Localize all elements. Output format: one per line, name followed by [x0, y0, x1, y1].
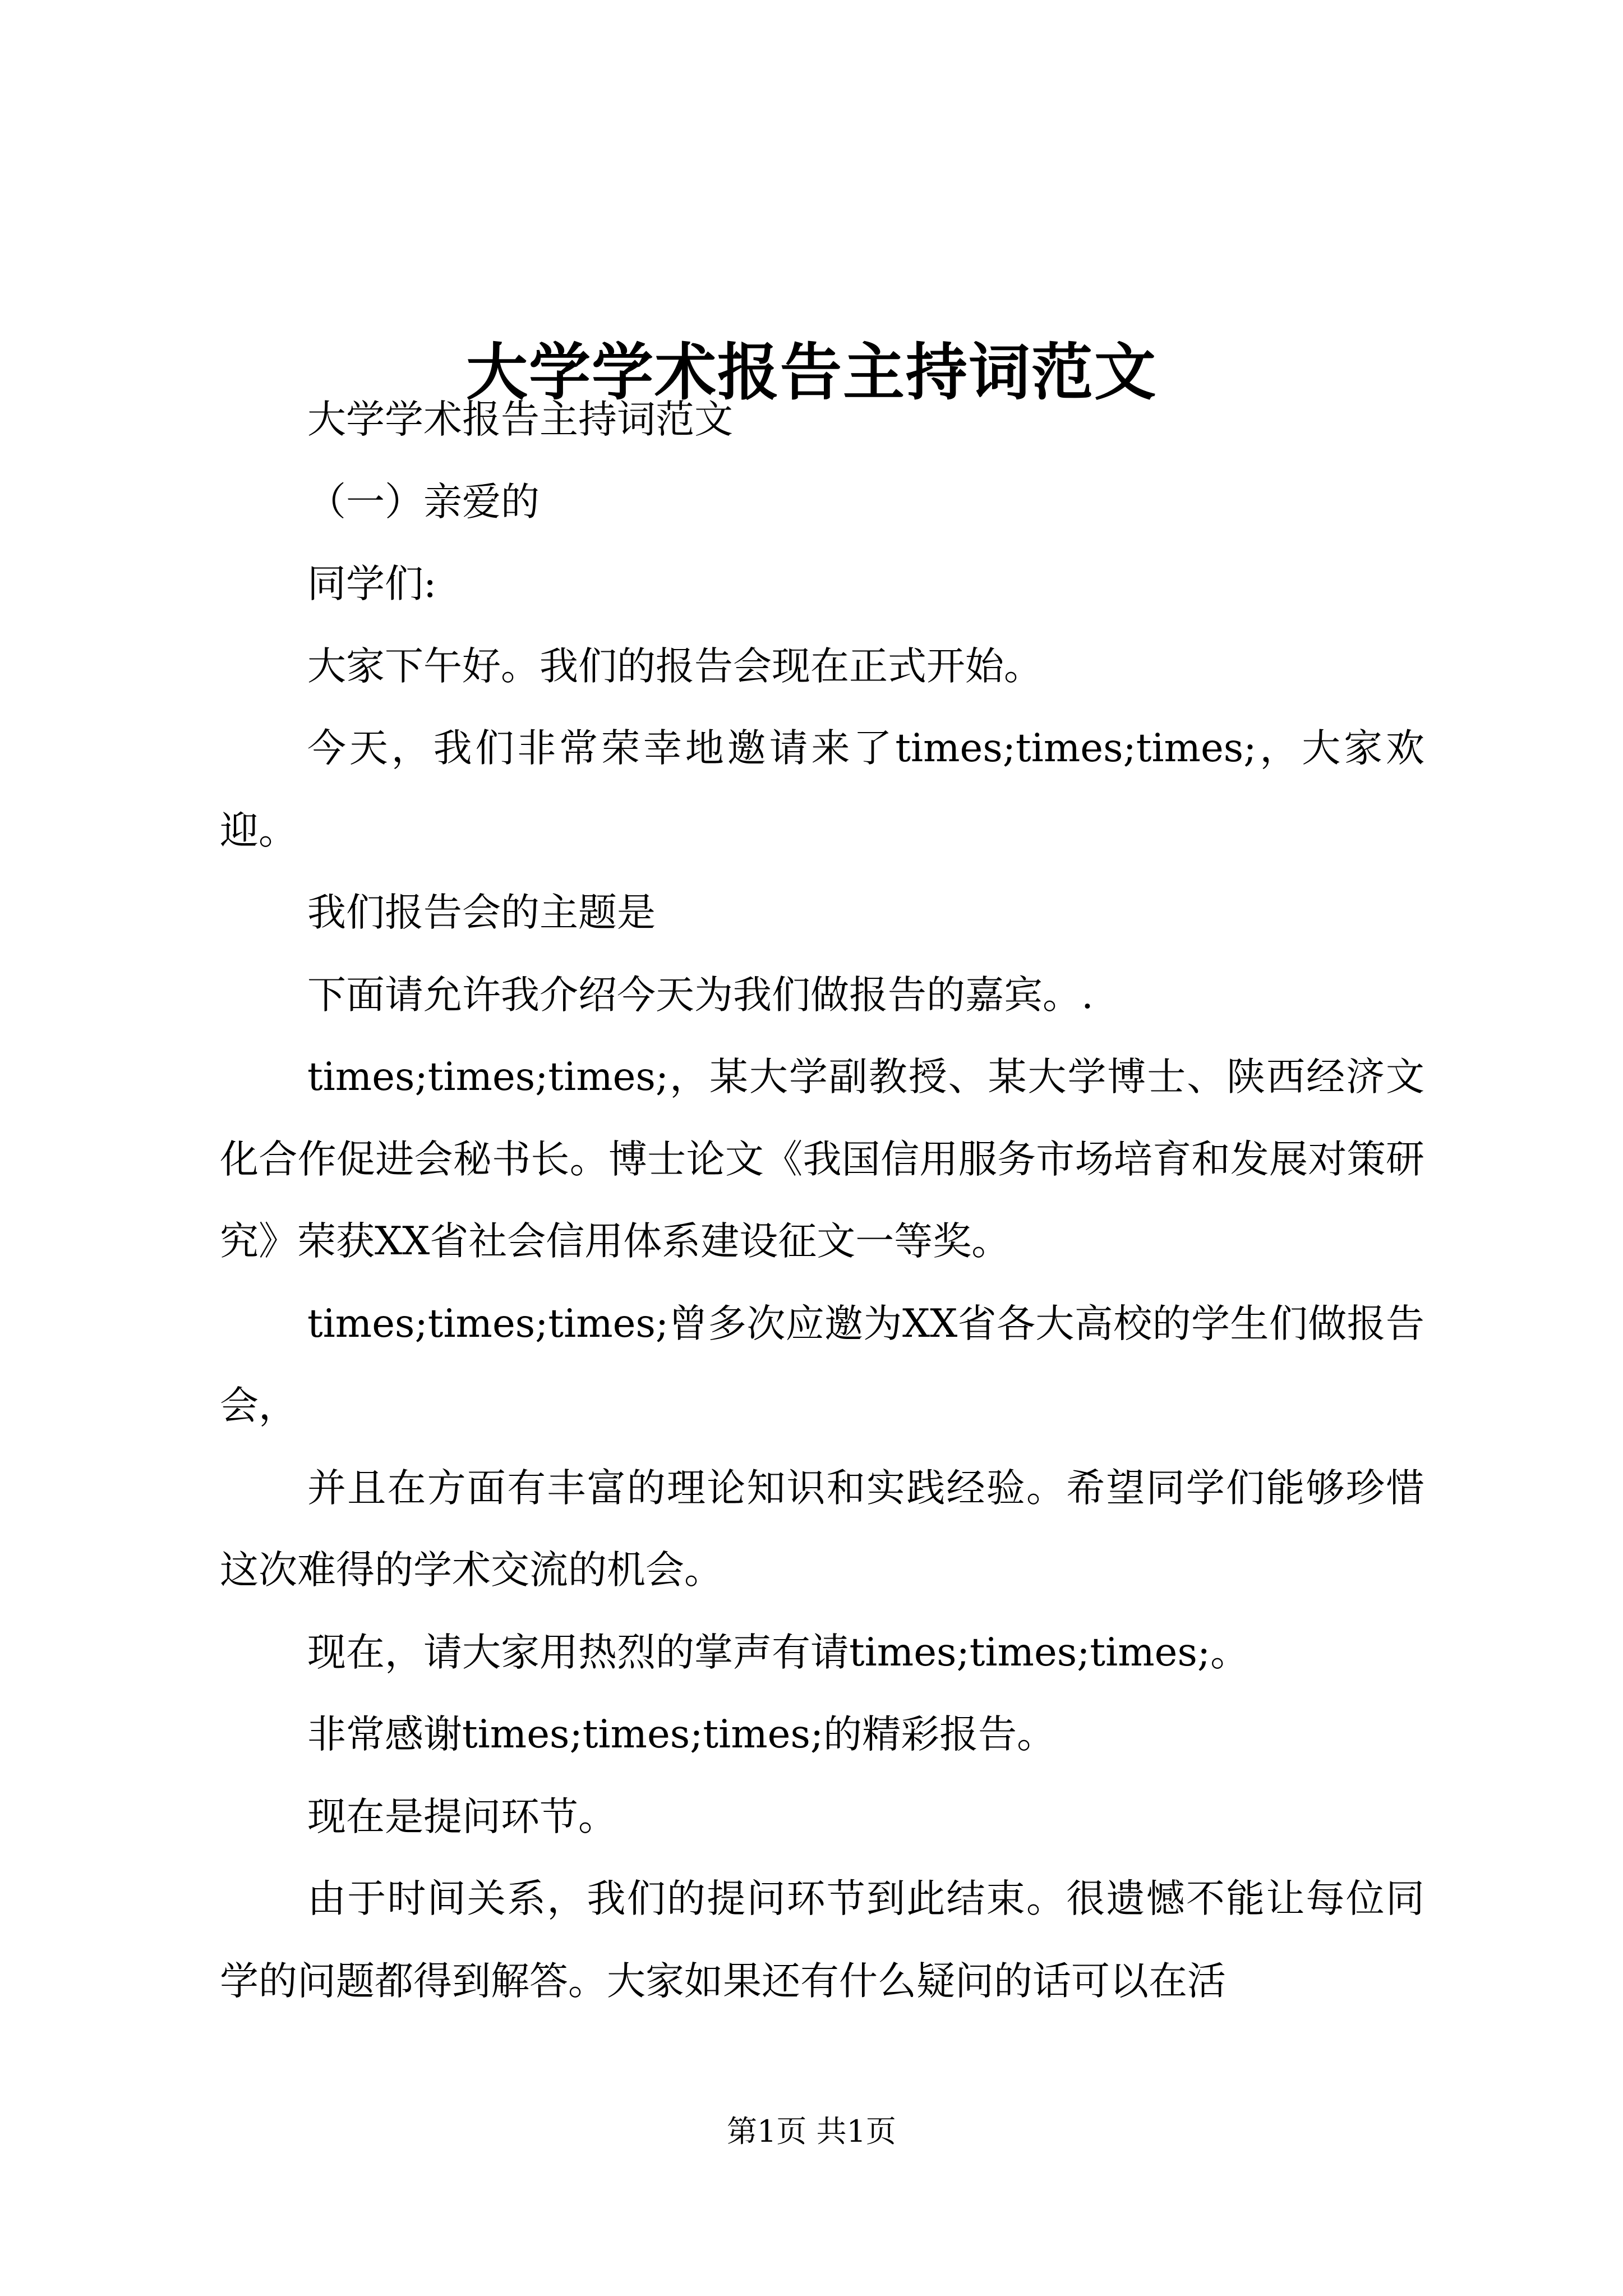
paragraph-applause: 现在，请大家用热烈的掌声有请times;times;times;。 — [307, 1630, 1249, 1675]
paragraph-guest-bio: times;times;times;，某大学副教授、某大学博士、陕西经济文化合作促进会秘书长。博士论文《我国信用服务市场培育和发展对策研究》荣获XX省社会信用体系建设征文一等奖。 — [220, 1055, 1424, 1264]
paragraph-guest-experience: times;times;times;曾多次应邀为XX省各大高校的学生们做报告会， — [220, 1301, 1424, 1428]
document-body — [220, 379, 1424, 2022]
paragraph-section-heading: （一）亲爱的 — [307, 479, 540, 524]
paragraph-salutation: 同学们: — [307, 562, 437, 606]
page-footer: 第1页 共1页 — [727, 2114, 896, 2149]
paragraph-introduction: 下面请允许我介绍今天为我们做报告的嘉宾。. — [307, 972, 1094, 1018]
paragraph-closing: 由于时间关系，我们的提问环节到此结束。很遗憾不能让每位同学的问题都得到解答。大家如果还有什么疑问的话可以在活 — [220, 1876, 1424, 2004]
paragraph-qa: 现在是提问环节。 — [307, 1794, 617, 1839]
paragraph-invitation: 今天，我们非常荣幸地邀请来了times;times;times;，大家欢迎。 — [220, 726, 1424, 853]
paragraph-opening: 大家下午好。我们的报告会现在正式开始。 — [307, 643, 1043, 689]
document-title: 大学学术报告主持词范文 — [466, 335, 1157, 408]
paragraph-expertise: 并且在方面有丰富的理论知识和实践经验。希望同学们能够珍惜这次难得的学术交流的机会。 — [220, 1465, 1424, 1593]
paragraph-thanks: 非常感谢times;times;times;的精彩报告。 — [307, 1712, 1056, 1757]
paragraph-theme: 我们报告会的主题是 — [307, 890, 656, 935]
paragraph-subtitle: 大学学术报告主持词范文 — [307, 397, 733, 442]
